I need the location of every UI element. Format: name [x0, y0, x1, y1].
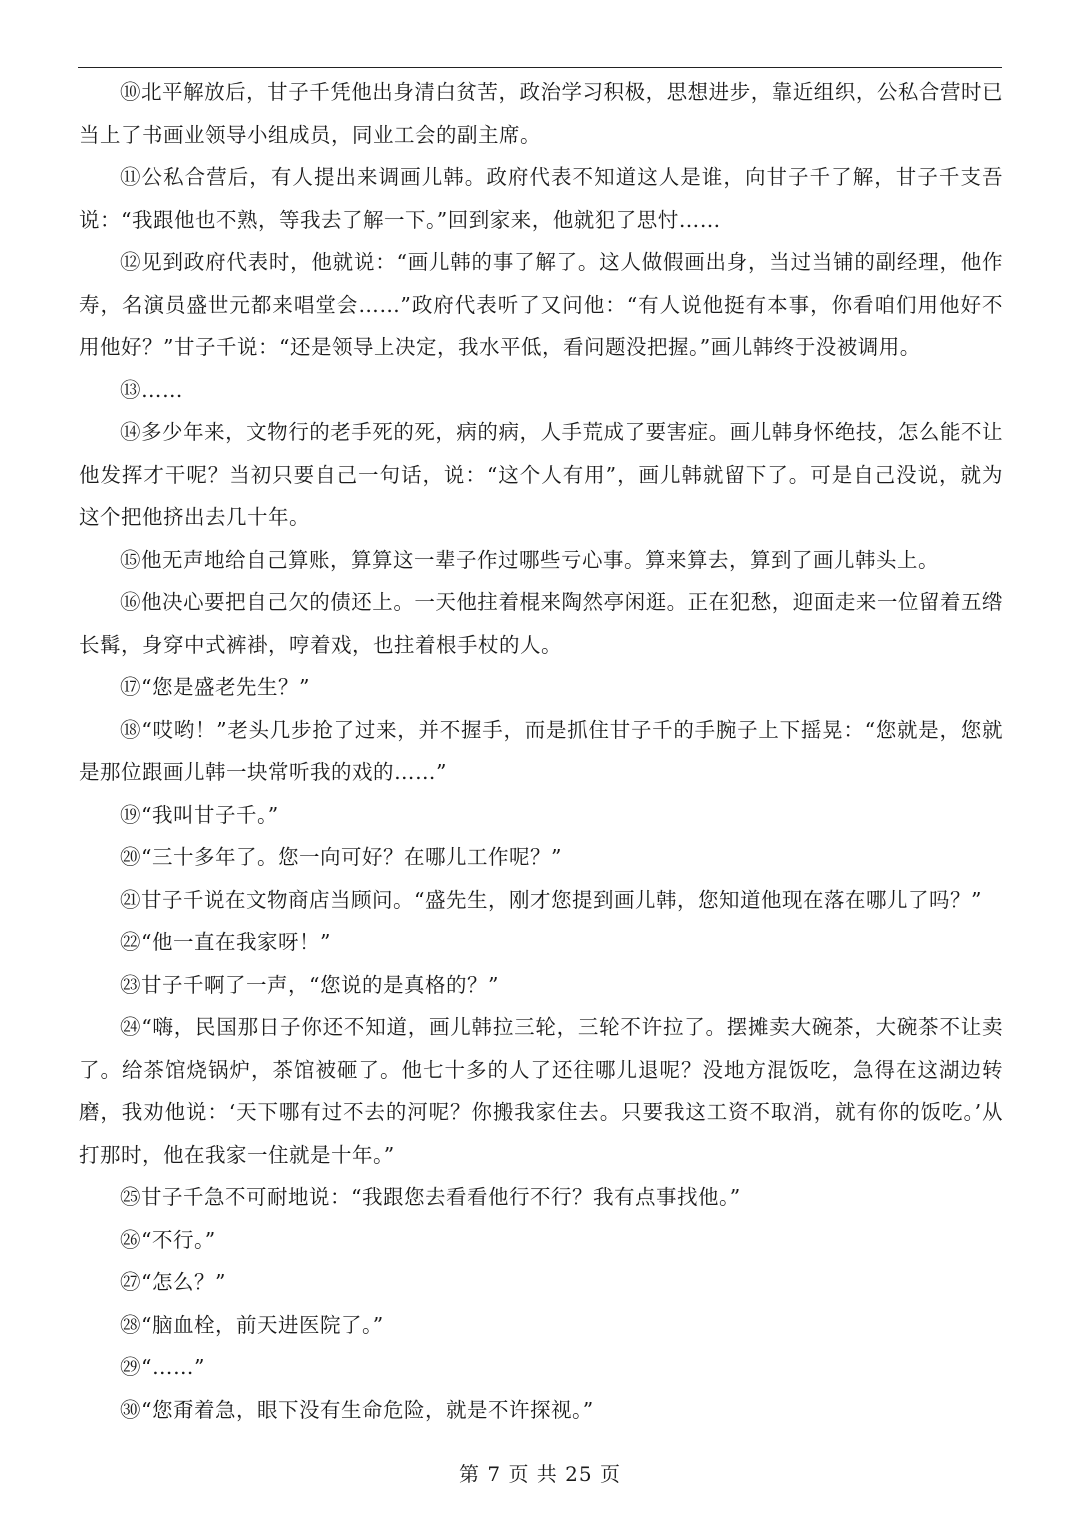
page-number: 第 7 页 共 25 页	[459, 1462, 621, 1486]
paragraph-29: ㉙“……”	[120, 1355, 205, 1379]
paragraph-10: ⑩北平解放后，甘子千凭他出身清白贫苦，政治学习积极，思想进步，靠近组织，公私合营时已当上了书画业领导小组成员，同业工会的副主席。	[79, 80, 1003, 147]
paragraph-30: ㉚“您甭着急，眼下没有生命危险，就是不许探视。”	[120, 1397, 594, 1422]
paragraph-11: ⑪公私合营后，有人提出来调画儿韩。政府代表不知道这人是谁，向甘子千了解，甘子千支吾说：“我跟他也不熟，等我去了解一下。”回到家来，他就犯了思忖……	[79, 165, 1003, 232]
paragraph-21: ㉑甘子千说在文物商店当顾问。“盛先生，刚才您提到画儿韩，您知道他现在落在哪儿了吗？”	[120, 887, 982, 912]
paragraph-25: ㉕甘子千急不可耐地说：“我跟您去看看他行不行？我有点事找他。”	[120, 1185, 741, 1209]
paragraph-19: ⑲“我叫甘子千。”	[120, 802, 279, 827]
header-rule	[78, 67, 1002, 68]
paragraph-28: ㉘“脑血栓，前天进医院了。”	[120, 1312, 384, 1337]
paragraph-17: ⑰“您是盛老先生？”	[120, 675, 310, 699]
paragraph-18: ⑱“哎哟！”老头几步抢了过来，并不握手，而是抓住甘子千的手腕子上下摇晃：“您就是，您就是那位跟画儿韩一块常听我的戏的……”	[79, 717, 1003, 784]
paragraph-13: ⑬……	[120, 377, 183, 402]
paragraph-15: ⑮他无声地给自己算账，算算这一辈子作过哪些亏心事。算来算去，算到了画儿韩头上。	[120, 547, 939, 572]
paragraph-23: ㉓甘子千啊了一声，“您说的是真格的？”	[120, 972, 499, 997]
paragraph-22: ㉒“他一直在我家呀！”	[120, 930, 331, 954]
paragraph-24: ㉔“嗨，民国那日子你还不知道，画儿韩拉三轮，三轮不许拉了。摆摊卖大碗茶，大碗茶不让卖了。给茶馆烧锅炉，茶馆被砸了。他七十多的人了还往哪儿退呢？没地方混饭吃，急得在这湖边转磨，我劝他说：‘天下哪有过不去的河呢？你搬我家住去。只要我这工资不取消，就有你的饭吃。’从打那时，他在我家一住就是十年。”	[79, 1015, 1003, 1167]
article-body	[79, 71, 1003, 1431]
paragraph-27: ㉗“怎么？”	[120, 1270, 226, 1294]
paragraph-20: ⑳“三十多年了。您一向可好？在哪儿工作呢？”	[120, 845, 562, 869]
paragraph-26: ㉖“不行。”	[120, 1227, 216, 1252]
paragraph-16: ⑯他决心要把自己欠的债还上。一天他拄着棍来陶然亭闲逛。正在犯愁，迎面走来一位留着五绺长髯，身穿中式裤褂，哼着戏，也拄着根手杖的人。	[79, 590, 1003, 657]
paragraph-12: ⑫见到政府代表时，他就说：“画儿韩的事了解了。这人做假画出身，当过当铺的副经理，他作寿，名演员盛世元都来唱堂会……”政府代表听了又问他：“有人说他挺有本事，你看咱们用他好不用他好？”甘子千说：“还是领导上决定，我水平低，看问题没把握。”画儿韩终于没被调用。	[79, 250, 1003, 359]
paragraph-14: ⑭多少年来，文物行的老手死的死，病的病，人手荒成了要害症。画儿韩身怀绝技，怎么能不让他发挥才干呢？当初只要自己一句话，说：“这个人有用”，画儿韩就留下了。可是自己没说，就为这个把他挤出去几十年。	[79, 420, 1003, 529]
